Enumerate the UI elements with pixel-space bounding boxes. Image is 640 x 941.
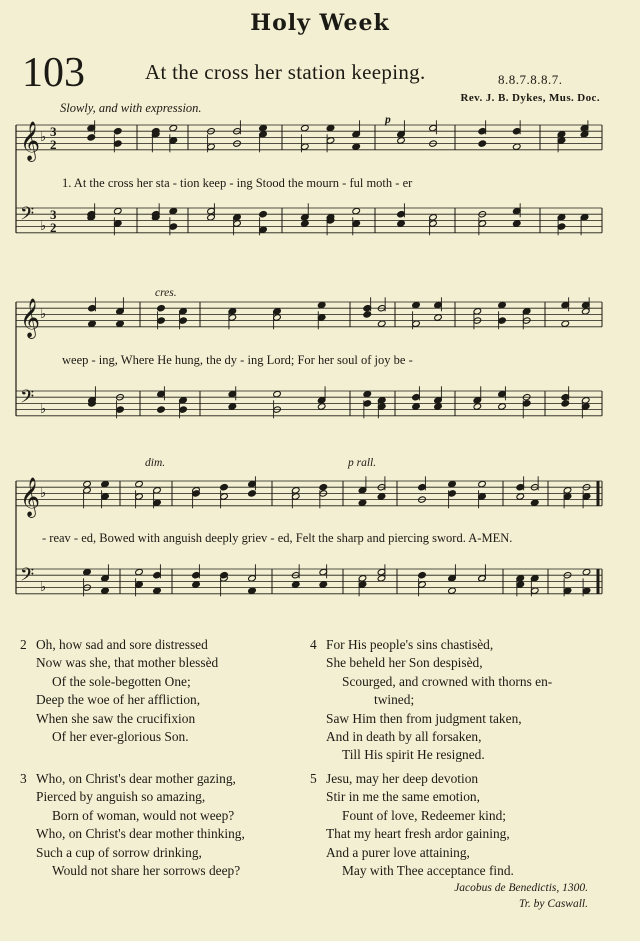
note-head <box>434 403 443 410</box>
verse-line: Who, on Christ's dear mother gazing, <box>36 771 236 786</box>
bass-clef-icon: 𝄢 <box>20 565 35 590</box>
note-head <box>561 400 570 407</box>
note-head <box>358 499 367 506</box>
verse-line: Oh, how sad and sore distressed <box>36 637 208 652</box>
note-head <box>319 484 328 491</box>
verse-line: Deep the woe of her affliction, <box>36 692 201 708</box>
tempo-marking: Slowly, and with expression. <box>60 101 202 115</box>
lyric-line-1: 1. At the cross her sta - tion keep - ing Stood the mourn - ful moth - er <box>62 176 413 190</box>
note-head <box>582 568 591 575</box>
verse-line: twined; <box>374 692 415 708</box>
verse-line: Pierced by anguish so amazing, <box>36 789 206 805</box>
flat-icon: ♭ <box>40 130 47 145</box>
verse-line: Now was she, that mother blessèd <box>36 655 219 671</box>
treble-clef-icon: 𝄞 <box>20 121 41 161</box>
note-head <box>153 587 162 594</box>
note-head <box>377 493 386 500</box>
note-head <box>478 480 487 487</box>
dynamic-mark-dim: dim. <box>145 457 166 469</box>
bass-clef-icon: 𝄢 <box>20 387 35 412</box>
note-head <box>448 587 457 594</box>
verse-2 <box>20 636 300 746</box>
verse-line: Stir in me the same emotion, <box>326 789 480 805</box>
verse-line: Jesu, may her deep devotion <box>326 771 479 786</box>
verse-line: She beheld her Son despisèd, <box>326 655 483 671</box>
hymn-title: At the cross her station keeping. <box>145 60 426 84</box>
note-head <box>83 568 92 575</box>
note-head <box>512 143 521 150</box>
verse-number: 3 <box>20 771 27 786</box>
note-head <box>259 211 268 218</box>
verse-number: 4 <box>310 637 317 652</box>
verse-line: Would not share her sorrows deep? <box>52 863 241 879</box>
note-head <box>87 134 96 141</box>
note-head <box>113 207 122 214</box>
verse-line: Saw Him then from judgment taken, <box>326 710 522 726</box>
note-head <box>220 484 229 491</box>
note-head <box>516 493 525 500</box>
note-head <box>135 480 144 487</box>
flat-icon: ♭ <box>40 307 47 322</box>
note-head <box>228 403 237 410</box>
credit-author: Jacobus de Benedictis, 1300. <box>454 882 588 894</box>
dynamic-mark-rall: p rall. <box>348 457 377 469</box>
credit-translator: Tr. by Caswall. <box>518 898 588 910</box>
verse-4 <box>310 636 630 765</box>
note-head <box>83 480 92 487</box>
note-head <box>169 124 178 131</box>
verse-line: When she saw the crucifixion <box>36 710 196 726</box>
verse-number: 5 <box>310 771 317 786</box>
verse-line: Who, on Christ's dear mother thinking, <box>36 826 245 842</box>
note-head <box>412 403 421 410</box>
verse-line: And in death by all forsaken, <box>326 729 482 745</box>
lyric-line-3: - reav - ed, Bowed with anguish deeply griev - ed, Felt the sharp and piercing sword. A-MEN. <box>42 531 513 545</box>
verse-line: Born of woman, would not weep? <box>52 807 235 823</box>
meter: 8.8.7.8.8.7. <box>498 72 563 87</box>
time-signature-numerator: 3 <box>50 124 57 139</box>
hymn-number: 103 <box>22 50 85 96</box>
verse-line: Such a cup of sorrow drinking, <box>36 844 202 860</box>
bass-clef-icon: 𝄢 <box>20 204 35 229</box>
flat-icon: ♭ <box>40 219 47 234</box>
note-head <box>319 581 328 588</box>
note-head <box>512 220 521 227</box>
note-head <box>418 572 427 579</box>
flat-icon: ♭ <box>40 402 47 417</box>
note-head <box>397 137 406 144</box>
verse-5 <box>310 770 630 880</box>
composer: Rev. J. B. Dykes, Mus. Doc. <box>460 92 600 104</box>
note-head <box>530 499 539 506</box>
note-head <box>88 320 97 327</box>
note-head <box>498 301 507 308</box>
flat-icon: ♭ <box>40 486 47 501</box>
flat-icon: ♭ <box>40 580 47 595</box>
note-head <box>248 587 257 594</box>
verse-line: That my heart fresh ardor gaining, <box>326 826 510 842</box>
time-signature-denominator: 2 <box>50 220 57 235</box>
verse-line: Scourged, and crowned with thorns en- <box>342 673 553 689</box>
verse-line: Till His spirit He resigned. <box>342 747 485 763</box>
note-head <box>259 124 268 131</box>
note-head <box>352 143 361 150</box>
dynamic-mark-p: p <box>385 114 391 126</box>
verse-line: Of her ever-glorious Son. <box>52 729 189 745</box>
treble-clef-icon: 𝄞 <box>20 477 41 517</box>
note-head <box>101 480 110 487</box>
note-head <box>363 390 372 397</box>
verse-line: For His people's sins chastisèd, <box>326 637 494 652</box>
section-title: Holy Week <box>250 10 390 36</box>
note-head <box>248 490 257 497</box>
note-head <box>113 128 122 135</box>
dynamic-mark-cres: cres. <box>155 287 177 299</box>
verse-line: May with Thee acceptance find. <box>342 863 514 879</box>
note-head <box>301 220 310 227</box>
note-head <box>116 320 125 327</box>
note-head <box>473 403 482 410</box>
note-head <box>326 124 335 131</box>
note-head <box>561 320 570 327</box>
verse-line: And a purer love attaining, <box>326 844 470 860</box>
time-signature-denominator: 2 <box>50 137 57 152</box>
note-head <box>498 403 507 410</box>
verse-3 <box>20 770 310 880</box>
note-head <box>434 314 443 321</box>
note-head <box>363 311 372 318</box>
note-head <box>192 581 201 588</box>
time-signature-numerator: 3 <box>50 207 57 222</box>
note-head <box>101 587 110 594</box>
note-head <box>291 581 300 588</box>
note-head <box>273 390 282 397</box>
note-head <box>317 301 326 308</box>
note-head <box>448 480 457 487</box>
note-head <box>157 406 166 413</box>
verse-line: Of the sole-begotten One; <box>52 673 191 689</box>
note-head <box>317 403 326 410</box>
note-head <box>169 207 178 214</box>
note-head <box>397 220 406 227</box>
note-head <box>301 124 310 131</box>
note-head <box>352 207 361 214</box>
lyric-line-2: weep - ing, Where He hung, the dy - ing Lord; For her soul of joy be - <box>62 353 413 367</box>
note-head <box>412 301 421 308</box>
treble-clef-icon: 𝄞 <box>20 298 41 338</box>
note-head <box>157 305 166 312</box>
verse-number: 2 <box>20 637 27 652</box>
verse-line: Fount of love, Redeemer kind; <box>342 807 507 823</box>
note-head <box>135 568 144 575</box>
note-head <box>377 320 386 327</box>
note-head <box>478 140 487 147</box>
